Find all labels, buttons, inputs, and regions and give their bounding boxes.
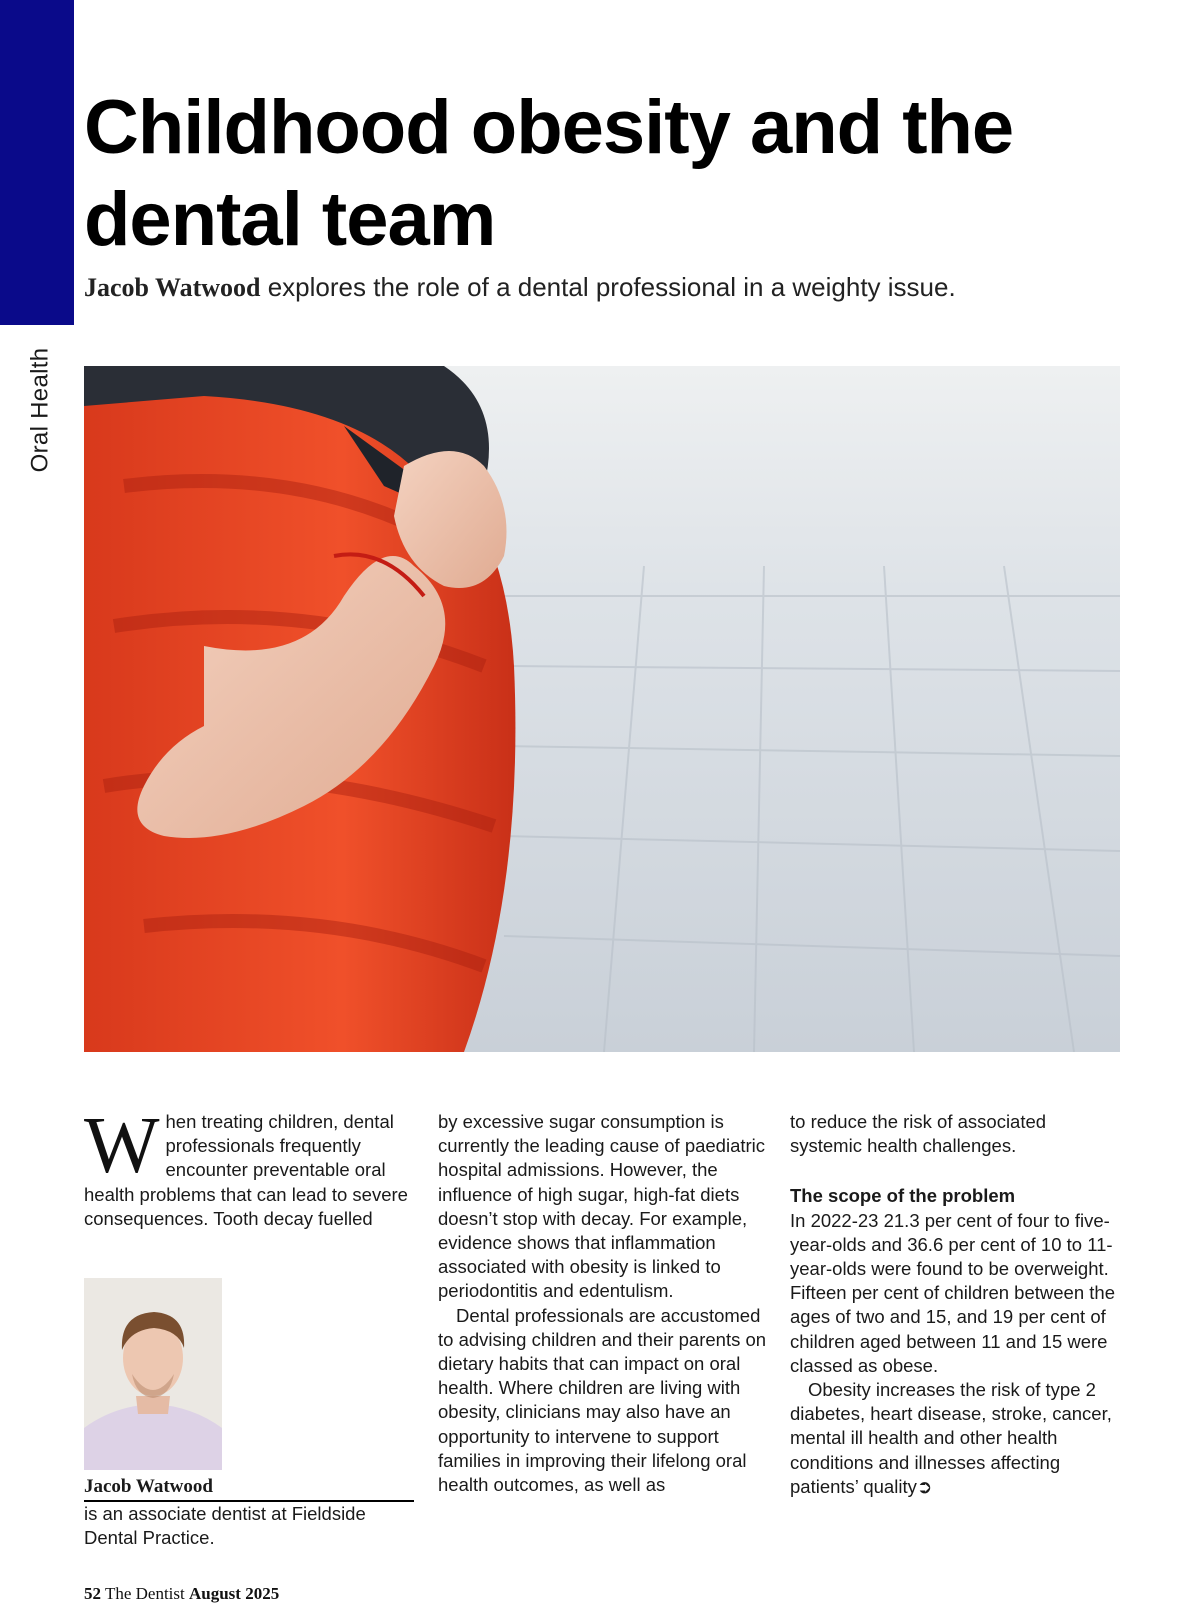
standfirst-text: explores the role of a dental professional in a weighty issue.: [260, 272, 956, 302]
hero-photo: [84, 366, 1120, 1052]
article-headline: Childhood obesity and the dental team: [84, 85, 1014, 262]
page-folio: [84, 1584, 279, 1604]
section-label-text: Oral Health: [26, 347, 53, 473]
drop-cap: W: [84, 1102, 160, 1190]
author-photo: [84, 1278, 222, 1470]
hero-photo-illustration: [84, 366, 1120, 1052]
issue-date: August 2025: [189, 1584, 280, 1603]
publication-name: The Dentist: [104, 1584, 185, 1603]
article-column-3: [790, 1110, 1120, 1499]
body-paragraph-text: Obesity increases the risk of type 2 diabetes, heart disease, stroke, cancer, mental ill health and other health conditions and illnesses affecting patients’ quality: [790, 1379, 1112, 1497]
continue-arrow-icon: ➲: [916, 1475, 933, 1497]
lead-paragraph: [84, 1102, 414, 1231]
body-paragraph: to reduce the risk of associated systemic health challenges.: [790, 1111, 1047, 1157]
author-portrait-illustration: [84, 1278, 222, 1470]
article-column-1: [84, 1102, 414, 1231]
author-bio: is an associate dentist at Fieldside Dental Practice.: [84, 1503, 366, 1549]
body-paragraph: [790, 1378, 1120, 1499]
section-color-bar: [0, 0, 74, 325]
article-column-2: [438, 1110, 768, 1497]
standfirst: [84, 270, 1144, 305]
author-name: Jacob Watwood: [84, 1475, 414, 1502]
body-paragraph: In 2022-23 21.3 per cent of four to five-year-olds and 36.6 per cent of 10 to 11-year-olds were found to be overweight. Fifteen per cent of children between the ages of two and 15, and 19 per cent of children aged between 11 and 15 were classed as obese.: [790, 1209, 1115, 1376]
body-paragraph: Dental professionals are accustomed to advising children and their parents on dietary habits that can impact on oral health. Where children are living with obesity, clinicians may also have an opportunity to intervene to support families in improving their lifelong oral health outcomes, as well as: [438, 1304, 767, 1496]
body-paragraph: by excessive sugar consumption is currently the leading cause of paediatric hospital admissions. However, the influence of high sugar, high-fat diets doesn’t stop with decay. For example, evidence shows that inflammation associated with obesity is linked to periodontitis and edentulism.: [438, 1111, 766, 1302]
lead-text: hen treating children, dental professionals frequently encounter preventable oral health problems that can lead to severe consequences. Tooth decay fuelled: [84, 1111, 408, 1229]
section-subheading: The scope of the problem: [790, 1185, 1016, 1207]
section-label: [16, 340, 64, 480]
page-number: 52: [84, 1584, 101, 1603]
standfirst-author: Jacob Watwood: [84, 273, 261, 302]
